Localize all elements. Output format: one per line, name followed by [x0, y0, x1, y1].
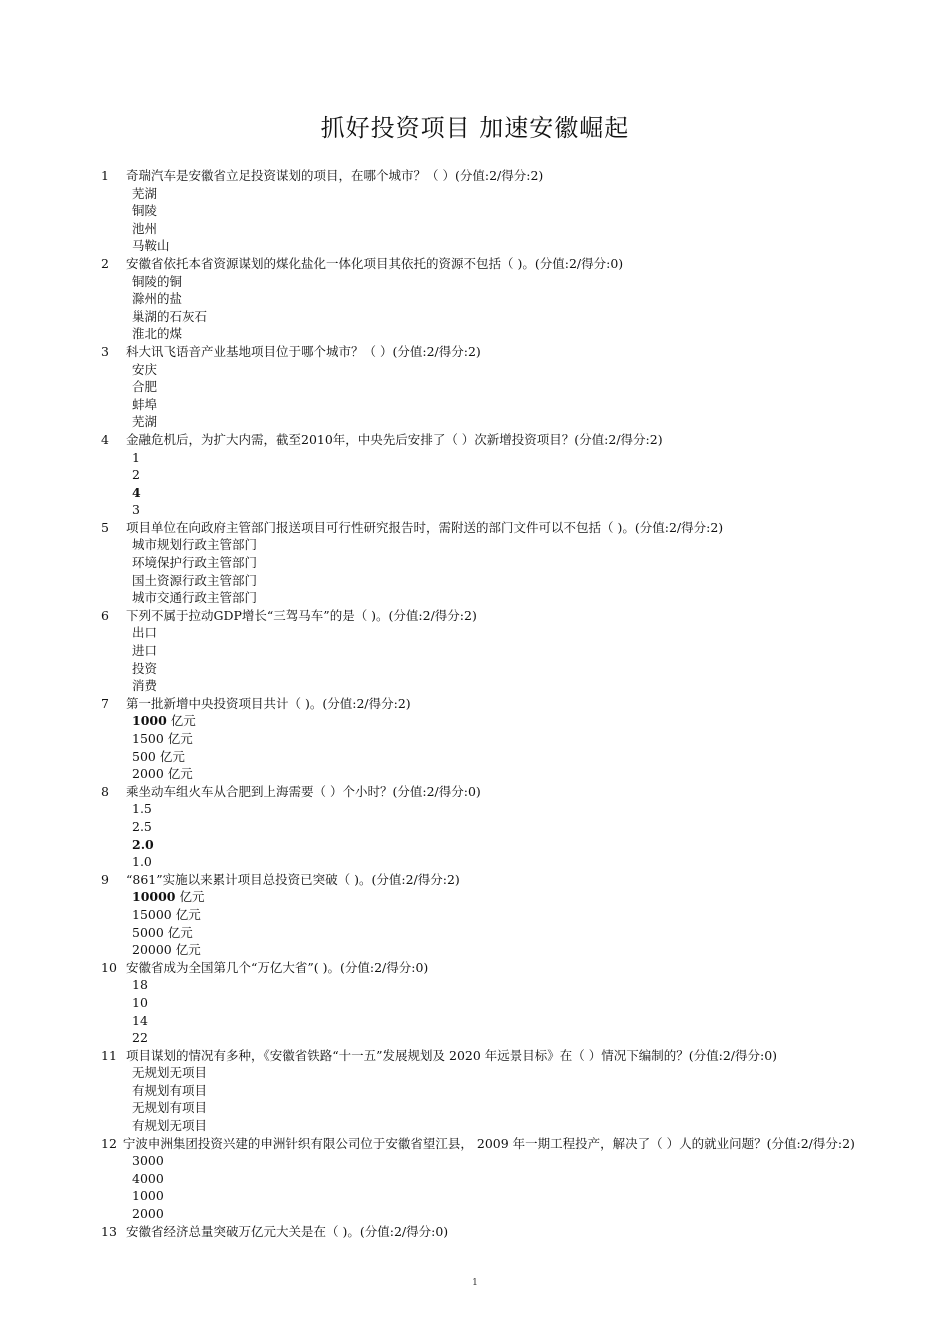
option: 4000: [132, 1170, 164, 1186]
option: 滁州的盐: [132, 291, 183, 307]
question-6: [101, 607, 861, 695]
question-text: 第一批新增中央投资项目共计（ )。(分值:2/得分:2): [126, 695, 411, 711]
question-text: 乘坐动车组火车从合肥到上海需要（ ）个小时？(分值:2/得分:0): [126, 783, 481, 799]
question-9: [101, 871, 861, 959]
question-1: [101, 167, 861, 255]
option: 芜湖: [132, 185, 158, 201]
question-number: 13: [101, 1223, 117, 1239]
option: 5000 亿元: [132, 924, 193, 940]
option: 环境保护行政主管部门: [132, 555, 258, 571]
question-11: [101, 1047, 861, 1135]
option: 投资: [132, 660, 158, 676]
question-text: 宁波申洲集团投资兴建的申洲针织有限公司位于安徽省望江县， 2009 年一期工程投产，解决了（ ）人的就业问题？(分值:2/得分:2): [122, 1135, 855, 1151]
question-number: 1: [101, 168, 109, 183]
question-text: 金融危机后，为扩大内需，截至2010年，中央先后安排了（ ）次新增投资项目？(分值:2/得分:2): [126, 431, 663, 447]
option: 无规划无项目: [132, 1065, 208, 1081]
question-text: 科大讯飞语音产业基地项目位于哪个城市？（ ）(分值:2/得分:2): [126, 343, 481, 359]
option: 2000 亿元: [132, 766, 193, 782]
option: 出口: [132, 625, 158, 641]
question-number: 10: [101, 959, 117, 975]
question-stem: [101, 959, 861, 977]
option: 14: [132, 1012, 148, 1028]
option: 18: [132, 977, 148, 993]
option: 蚌埠: [132, 396, 158, 412]
option: 铜陵: [132, 203, 158, 219]
question-stem: [101, 1135, 861, 1153]
question-7: [101, 695, 861, 783]
question-stem: [101, 871, 861, 889]
question-number: 2: [101, 255, 109, 271]
question-number: 3: [101, 343, 109, 359]
option: 无规划有项目: [132, 1100, 208, 1116]
question-8: [101, 783, 861, 871]
option: 10000 亿元: [132, 889, 205, 905]
question-text: 安徽省成为全国第几个“万亿大省”( )。(分值:2/得分:0): [126, 959, 429, 975]
question-number: 11: [101, 1047, 117, 1063]
option: 进口: [132, 643, 158, 659]
option: 1000 亿元: [132, 713, 196, 729]
option: 500 亿元: [132, 748, 185, 764]
option: 15000 亿元: [132, 906, 201, 922]
option: 4: [132, 484, 141, 500]
question-stem: [101, 783, 861, 801]
question-stem: [101, 343, 861, 361]
option: 城市交通行政主管部门: [132, 590, 258, 606]
option: 1000: [132, 1188, 164, 1204]
question-text: 奇瑞汽车是安徽省立足投资谋划的项目，在哪个城市？（ ）(分值:2/得分:2): [126, 168, 544, 183]
question-number: 8: [101, 783, 109, 799]
question-stem: [101, 431, 861, 449]
question-number: 12: [101, 1135, 117, 1151]
option: 铜陵的铜: [132, 273, 183, 289]
option: 2000: [132, 1206, 164, 1222]
question-text: 安徽省依托本省资源谋划的煤化盐化一体化项目其依托的资源不包括（ )。(分值:2/得分:0): [126, 255, 624, 271]
option: 有规划有项目: [132, 1082, 208, 1098]
question-stem: [101, 519, 861, 537]
question-text: 项目谋划的情况有多种，《安徽省铁路“十一五”发展规划及 2020 年远景目标》在（ ）情况下编制的？(分值:2/得分:0): [126, 1047, 778, 1063]
page-title: 抓好投资项目 加速安徽崛起: [320, 114, 630, 142]
question-number: 6: [101, 607, 109, 623]
option: 1500 亿元: [132, 731, 193, 746]
question-number: 9: [101, 871, 109, 887]
option: 20000 亿元: [132, 942, 201, 958]
option: 22: [132, 1030, 148, 1046]
question-12: [101, 1135, 861, 1223]
question-stem: [101, 1223, 861, 1241]
option: 城市规划行政主管部门: [132, 537, 258, 553]
option: 巢湖的石灰石: [132, 308, 208, 324]
option: 3000: [132, 1153, 164, 1169]
option: 消费: [132, 678, 158, 694]
option: 2.5: [132, 818, 152, 834]
question-3: [101, 343, 861, 431]
option: 1.0: [132, 854, 152, 870]
option: 芜湖: [132, 414, 158, 430]
question-stem: [101, 607, 861, 625]
question-text: 项目单位在向政府主管部门报送项目可行性研究报告时，需附送的部门文件可以不包括（ )。(分值:2/得分:2): [126, 519, 724, 535]
page-number: 1: [472, 1278, 478, 1288]
option: 淮北的煤: [132, 326, 183, 342]
question-2: [101, 255, 861, 343]
question-stem: [101, 167, 861, 185]
option: 2.0: [132, 836, 154, 852]
question-number: 5: [101, 519, 109, 535]
option: 1.5: [132, 801, 152, 817]
option: 3: [132, 502, 140, 518]
question-list: [101, 167, 861, 1240]
question-13: [101, 1223, 861, 1241]
question-number: 4: [101, 431, 109, 447]
question-4: [101, 431, 861, 519]
question-stem: [101, 255, 861, 273]
question-stem: [101, 1047, 861, 1065]
option: 10: [132, 994, 148, 1010]
option: 1: [132, 449, 140, 465]
option: 合肥: [132, 379, 158, 395]
question-5: [101, 519, 861, 607]
option: 池州: [132, 220, 158, 236]
question-text: “861”实施以来累计项目总投资已突破（ )。(分值:2/得分:2): [126, 871, 460, 887]
option: 安庆: [132, 361, 158, 377]
question-stem: [101, 695, 861, 713]
option: 国土资源行政主管部门: [132, 572, 258, 588]
question-text: 下列不属于拉动GDP增长“三驾马车”的是（ )。(分值:2/得分:2): [126, 607, 477, 623]
option: 2: [132, 467, 140, 483]
option: 马鞍山: [132, 238, 170, 254]
question-10: [101, 959, 861, 1047]
question-number: 7: [101, 695, 109, 711]
option: 有规划无项目: [132, 1118, 208, 1134]
question-text: 安徽省经济总量突破万亿元大关是在（ )。(分值:2/得分:0): [126, 1223, 449, 1239]
